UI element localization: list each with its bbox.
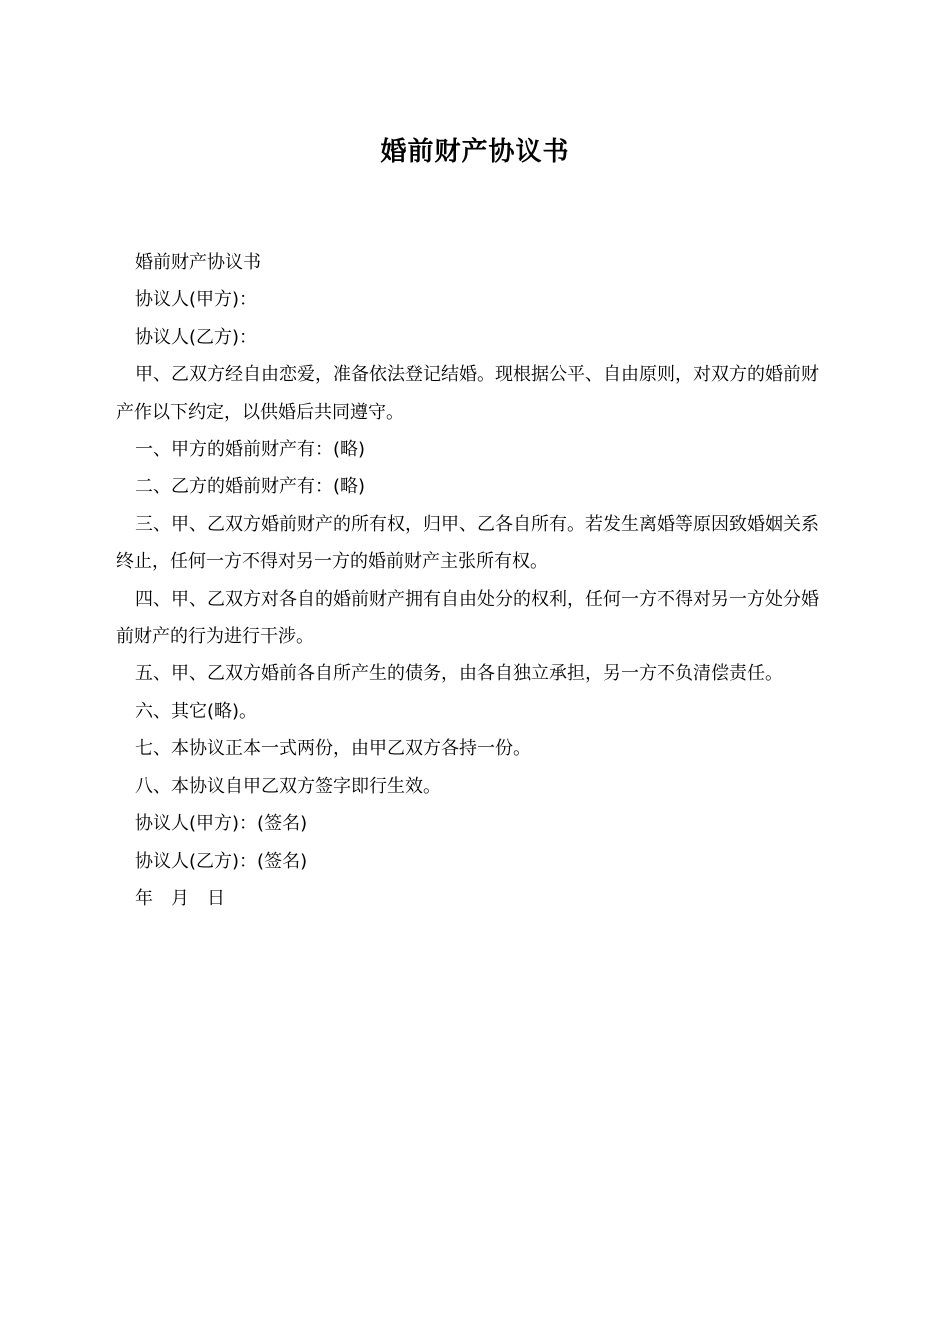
paragraph-heading-repeat: 婚前财产协议书 [135,252,261,273]
clause-8: 八、本协议自甲乙双方签字即行生效。 [135,775,441,797]
signature-party-b: 协议人(乙方)：(签名) [135,850,308,872]
paragraph-party-a: 协议人(甲方)： [135,289,258,311]
date-line: 年 月 日 [135,887,225,909]
document-title: 婚前财产协议书 [380,137,570,167]
paragraph-party-b: 协议人(乙方)： [135,326,258,348]
paragraph-preamble: 甲、乙双方经自由恋爱，准备依法登记结婚。现根据公平、自由原则，对双方的婚前财产作以下约定，以供婚后共同遵守。 [116,364,819,423]
clause-7: 七、本协议正本一式两份，由甲乙双方各持一份。 [135,738,531,760]
signature-party-a: 协议人(甲方)：(签名) [135,813,308,835]
clause-1: 一、甲方的婚前财产有：(略) [135,439,366,461]
clause-6: 六、其它(略)。 [135,700,258,722]
clause-2: 二、乙方的婚前财产有：(略) [135,476,366,498]
clause-3: 三、甲、乙双方婚前财产的所有权，归甲、乙各自所有。若发生离婚等原因致婚姻关系终止，任何一方不得对另一方的婚前财产主张所有权。 [116,513,819,573]
document-body [116,244,836,917]
clause-4: 四、甲、乙双方对各自的婚前财产拥有自由处分的权利，任何一方不得对另一方处分婚前财产的行为进行干涉。 [116,588,819,648]
clause-5: 五、甲、乙双方婚前各自所产生的债务，由各自独立承担，另一方不负清偿责任。 [135,663,783,685]
